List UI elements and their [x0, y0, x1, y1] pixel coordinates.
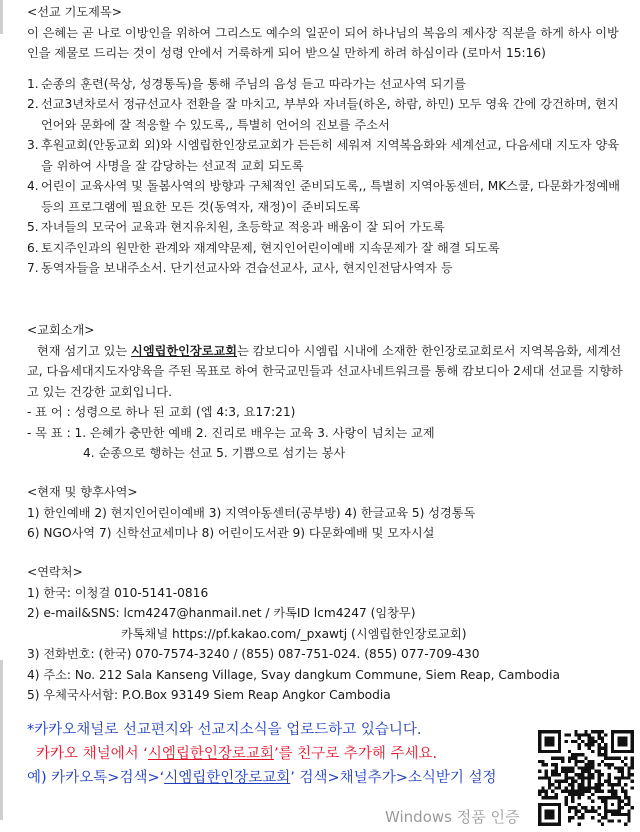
list-item: 6. 토지주인과의 원만한 관계와 재계약문제, 현지인어린이예배 지속문제가 잘 해결 되도록: [27, 240, 500, 255]
list-item: 2. 선교3년차로서 정규선교사 전환을 잘 마치고, 부부와 자녀들(하온, 하람, 하민) 모두 영육 간에 강건하며, 현지 언어와 문화에 잘 적응할 수 있도록,, 특별히 언어의 진보를 주소서: [27, 97, 619, 132]
section-heading: <교회소개>: [27, 323, 95, 337]
scripture-intro: 이 은혜는 곧 나로 이방인을 위하여 그리스도 예수의 일꾼이 되어 하나님의 복음의 제사장 직분을 하게 하사 이방인을 제물로 드리는 것이 성령 안에서 거룩하게 되어 받으실 만하게 하려 하심이라 (로마서 15:16): [27, 25, 619, 60]
kakao-channel-link[interactable]: 카톡채널 https://pf.kakao.com/_pxawtj (시엠립한인장로교회): [121, 626, 467, 641]
qr-code-icon[interactable]: [538, 730, 634, 826]
page-edge-mark: [0, 660, 3, 820]
list-item: 7. 동역자들을 보내주소서. 단기선교사와 견습선교사, 교사, 현지인전담사역자 등: [27, 261, 453, 275]
ministry-line: 6) NGO사역 7) 신학선교세미나 8) 어린이도서관 9) 다문화예배 및 모자시설: [27, 526, 435, 540]
section-heading: <선교 기도제목>: [27, 5, 122, 19]
church-name: 시엠립한인장로교회: [131, 343, 238, 358]
list-item: 4. 어린이 교육사역 및 돌봄사역의 방향과 구체적인 준비되도록,, 특별히 지역아동센터, MK스쿨, 다문화가정예배 등의 프로그램에 필요한 모든 것(동역자, 재정)이 준비되도록: [27, 179, 620, 214]
church-goals-cont: 4. 순종으로 행하는 선교 5. 기쁨으로 섬기는 봉사: [83, 446, 346, 460]
section-heading: <연락처>: [27, 565, 83, 579]
list-item: 1. 순종의 훈련(묵상, 성경통독)을 통해 주님의 음성 듣고 따라가는 선교사역 되기를: [27, 76, 466, 91]
windows-activation-watermark: Windows 정품 인증: [385, 808, 520, 826]
promo-line: 카카오 채널에서 ‘시엠립한인장로교회’를 친구로 추가해 주세요.: [36, 746, 438, 762]
contact-line: 5) 우체국사서함: P.O.Box 93149 Siem Reap Angkor Cambodia: [27, 688, 391, 702]
prayer-section: [27, 2, 627, 279]
prayer-list: [27, 74, 627, 279]
contact-line: 4) 주소: No. 212 Sala Kanseng Village, Svay dangkum Commune, Siem Reap, Cambodia: [27, 667, 561, 682]
contact-line: 3) 전화번호: (한국) 070-7574-3240 / (855) 087-751-024. (855) 077-709-430: [27, 647, 480, 661]
list-item: 5. 자녀들의 모국어 교육과 현지유치원, 초등학교 적응과 배움이 잘 되어 가도록: [27, 220, 445, 234]
church-intro: 현재 섬기고 있는 시엠립한인장로교회는 캄보디아 시엠립 시내에 소재한 한인장로교회로서 지역복음화, 세계선교, 다음세대지도자양육을 주된 목표로 하여 한국교민들과 선교사네트워크를 통해 캄보디아 2세대 선교를 지향하고 있는 건강한 교회입니다.: [27, 343, 623, 399]
contact-line: 1) 한국: 이청걸 010-5141-0816: [27, 585, 209, 600]
church-goals: - 목 표 : 1. 은혜가 충만한 예배 2. 진리로 배우는 교육 3. 사랑이 넘치는 교제: [27, 425, 435, 440]
ministry-line: 1) 한인예배 2) 현지인어린이예배 3) 지역아동센터(공부방) 4) 한글교육 5) 성경통독: [27, 505, 476, 520]
contact-line: 2) e-mail&SNS: lcm4247@hanmail.net / 카톡ID lcm4247 (임창무): [27, 606, 416, 620]
contact-section: [27, 562, 627, 706]
church-motto: - 표 어 : 성령으로 하나 된 교회 (엡 4:3, 요17:21): [27, 405, 296, 419]
promo-line: *카카오채널로 선교편지와 선교지소식을 업로드하고 있습니다.: [27, 722, 422, 738]
church-section: [27, 320, 627, 464]
list-item: 3. 후원교회(안동교회 외)와 시엠립한인장로교회가 든든히 세워져 지역복음화와 세계선교, 다음세대 지도자 양육을 위하여 사명을 잘 감당하는 선교적 교회 되도록: [27, 138, 620, 173]
page-edge-mark: [0, 0, 3, 34]
promo-line: 예) 카카오톡>검색>‘시엠립한인장로교회’ 검색>채널추가>소식받기 설정: [27, 770, 497, 786]
ministry-section: [27, 482, 627, 544]
section-heading: <현재 및 향후사역>: [27, 485, 138, 499]
